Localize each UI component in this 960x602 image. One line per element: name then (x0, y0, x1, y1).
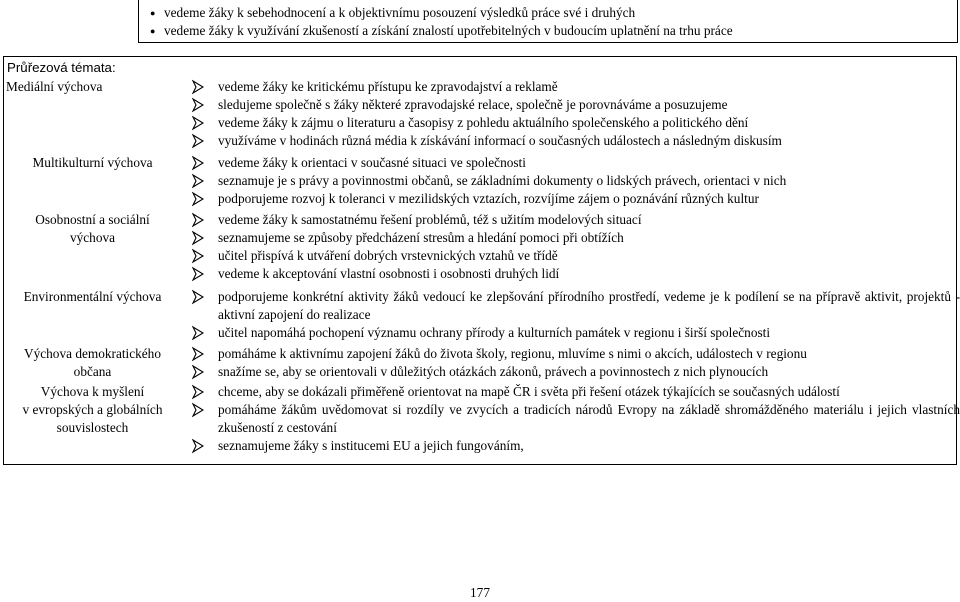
list-item: učitel přispívá k utváření dobrých vrstevnických vztahů ve třídě (192, 247, 960, 265)
topic-label-line: souvislostech (56, 420, 129, 435)
top-bullet-list (150, 4, 733, 40)
topic-name-environmental (0, 288, 185, 306)
arrow-bullet-icon (192, 324, 206, 342)
list-item: sledujeme společně s žáky některé zpravodajské relace, společně je porovnáváme a posuzujeme (192, 96, 960, 114)
list-item: snažíme se, aby se orientovali v důležitých otázkách zákonů, právech a povinnostech z nich plynoucích (192, 363, 960, 381)
list-item: vedeme k akceptování vlastní osobnosti i osobnosti druhých lidí (192, 265, 960, 283)
list-item: chceme, aby se dokázali přiměřeně orientovat na mapě ČR i světa při řešení otázek týkajících se současných událostí (192, 383, 960, 401)
top-bullet-item: ● vedeme žáky k sebehodnocení a k objektivnímu posouzení výsledků práce své i druhých (150, 4, 733, 22)
arrow-bullet-icon (192, 190, 206, 208)
topic-name-democratic-citizen (0, 345, 185, 381)
list-item: pomáháme k aktivnímu zapojení žáků do života školy, regionu, mluvíme s nimi o akcích, událostech v regionu (192, 345, 960, 363)
arrow-bullet-icon (192, 288, 206, 306)
list-item: vedeme žáky k orientaci v současné situaci ve společnosti (192, 154, 960, 172)
arrow-bullet-icon (192, 345, 206, 363)
topic-label: Environmentální výchova (23, 289, 162, 304)
topic-label: Mediální výchova (6, 79, 103, 94)
list-item: vedeme žáky k samostatnému řešení problémů, též s užitím modelových situací (192, 211, 960, 229)
topic-label-line: Výchova demokratického (24, 346, 161, 361)
arrow-bullet-icon (192, 363, 206, 381)
list-item: pomáháme žákům uvědomovat si rozdíly ve zvycích a tradicích národů Evropy na základě shromážděného materiálu i jejich vlastních zkušeností z cestování (192, 401, 960, 437)
topic-name-multicultural (0, 154, 185, 172)
topic-label-line: Osobnostní a sociální (35, 212, 150, 227)
topic-items-democratic-citizen (192, 345, 960, 381)
list-item: seznamujeme se způsoby předcházení stresům a hledání pomoci při obtížích (192, 229, 960, 247)
arrow-bullet-icon (192, 247, 206, 265)
topic-items-media (192, 78, 960, 150)
topic-items-european-global (192, 383, 960, 455)
arrow-bullet-icon (192, 154, 206, 172)
topic-label-line: Výchova k myšlení (40, 384, 145, 399)
arrow-bullet-icon (192, 96, 206, 114)
list-item: seznamuje je s právy a povinnostmi občanů, se základními dokumenty o lidských právech, orientaci v nich (192, 172, 960, 190)
arrow-bullet-icon (192, 437, 206, 455)
arrow-bullet-icon (192, 401, 206, 419)
page-number: 177 (470, 585, 490, 600)
list-item: podporujeme konkrétní aktivity žáků vedoucí ke zlepšování přírodního prostředí, vedeme je k podílení se na přípravě aktivit, projektů - aktivní zapojení do realizace (192, 288, 960, 324)
list-item: využíváme v hodinách různá média k získávání informací o současných událostech a následným diskusím (192, 132, 960, 150)
arrow-bullet-icon (192, 78, 206, 96)
list-item: seznamujeme žáky s institucemi EU a jejich fungováním, (192, 437, 960, 455)
topic-label-line: výchova (69, 230, 116, 245)
list-item: vedeme žáky ke kritickému přístupu ke zpravodajství a reklamě (192, 78, 960, 96)
top-bullet-item: ● vedeme žáky k využívání zkušeností a získání znalostí upotřebitelných v budoucím uplatnění na trhu práce (150, 22, 733, 40)
topic-label-line: občana (73, 364, 112, 379)
topic-name-personal-social (0, 211, 185, 247)
topic-name-european-global (0, 383, 185, 437)
topic-name-media (0, 78, 185, 96)
list-item: podporujeme rozvoj k toleranci v mezilidských vztazích, rozvíjíme zájem o poznávání různých kultur (192, 190, 960, 208)
topic-label: Multikulturní výchova (32, 155, 153, 170)
topic-items-multicultural (192, 154, 960, 208)
arrow-bullet-icon (192, 229, 206, 247)
cross-topics-title: Průřezová témata: (7, 60, 116, 75)
list-item: učitel napomáhá pochopení významu ochrany přírody a kulturních památek v regionu i širší společnosti (192, 324, 960, 342)
topic-items-environmental (192, 288, 960, 342)
arrow-bullet-icon (192, 383, 206, 401)
arrow-bullet-icon (192, 132, 206, 150)
arrow-bullet-icon (192, 172, 206, 190)
arrow-bullet-icon (192, 114, 206, 132)
arrow-bullet-icon (192, 211, 206, 229)
topic-label-line: v evropských a globálních (22, 402, 163, 417)
arrow-bullet-icon (192, 265, 206, 283)
topic-items-personal-social (192, 211, 960, 283)
list-item: vedeme žáky k zájmu o literaturu a časopisy z pohledu aktuálního společenského a politického dění (192, 114, 960, 132)
